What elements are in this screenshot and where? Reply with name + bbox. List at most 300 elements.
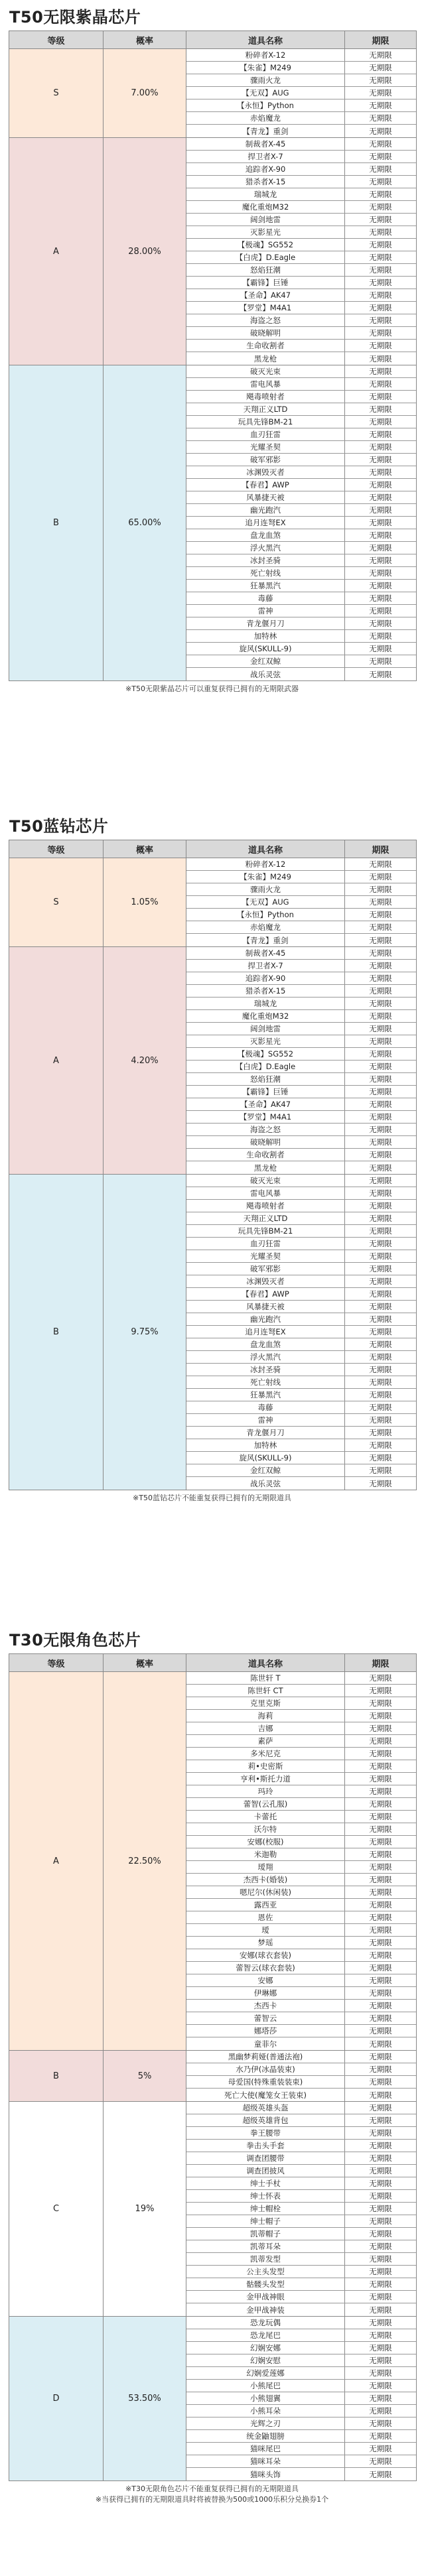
item-name: 【春君】AWP	[186, 1288, 345, 1300]
item-period: 无期限	[345, 416, 416, 428]
tier-level: B	[9, 365, 104, 680]
item-period: 无期限	[345, 909, 416, 921]
item-name: 恐龙尾巴	[186, 2329, 345, 2341]
item-period: 无期限	[345, 378, 416, 390]
item-period: 无期限	[345, 1987, 416, 1999]
item-name: 黑幽梦莉娅(普通法袍)	[186, 2051, 345, 2063]
item-name: 追月连弩EX	[186, 517, 345, 529]
item-name: 生命收割者	[186, 1149, 345, 1161]
item-name: 旋风(SKULL-9)	[186, 1452, 345, 1464]
item-period: 无期限	[345, 1364, 416, 1376]
item-period: 无期限	[345, 934, 416, 946]
table-row	[186, 99, 416, 112]
table-row	[186, 1874, 416, 1886]
item-name: 嗯尼尔(休闲装)	[186, 1886, 345, 1898]
item-name: 海盗之怒	[186, 1124, 345, 1135]
table-row	[186, 87, 416, 99]
table-row	[186, 1748, 416, 1760]
table-row	[186, 1175, 416, 1187]
item-name: 瑷	[186, 1924, 345, 1936]
item-period: 无期限	[345, 239, 416, 251]
item-period: 无期限	[345, 1672, 416, 1684]
item-period: 无期限	[345, 428, 416, 440]
item-name: 死亡射线	[186, 567, 345, 579]
table-row	[186, 176, 416, 188]
tier-items	[186, 1175, 416, 1490]
item-name: 陈世轩 T	[186, 1672, 345, 1684]
table-row	[186, 378, 416, 391]
table-row	[186, 2354, 416, 2367]
table-row	[186, 542, 416, 554]
table-row	[186, 1364, 416, 1376]
rate-table	[9, 840, 417, 1490]
item-name: 战乐灵弦	[186, 668, 345, 680]
tier-items	[186, 2102, 416, 2316]
table-row	[186, 1111, 416, 1124]
item-name: 冰渊毁灭者	[186, 1275, 345, 1287]
item-name: 飓毒喷射者	[186, 1200, 345, 1212]
item-period: 无期限	[345, 340, 416, 352]
item-name: 杰西卡	[186, 2000, 345, 2012]
header-rate: 概率	[104, 840, 186, 858]
tier-group-s	[9, 858, 416, 947]
item-period: 无期限	[345, 391, 416, 403]
item-name: 怒焰狂潮	[186, 264, 345, 276]
tier-items	[186, 1672, 416, 2050]
table-row	[186, 858, 416, 871]
item-period: 无期限	[345, 1836, 416, 1848]
table-row	[186, 251, 416, 264]
table-row	[186, 1023, 416, 1035]
item-period: 无期限	[345, 1937, 416, 1949]
table-row	[186, 592, 416, 605]
item-name: 幻娴安慰	[186, 2354, 345, 2366]
item-name: 克里克斯	[186, 1697, 345, 1709]
table-row	[186, 896, 416, 909]
tier-rate: 9.75%	[104, 1175, 186, 1490]
item-name: 吉娜	[186, 1722, 345, 1734]
table-row	[186, 1414, 416, 1427]
table-row	[186, 1427, 416, 1439]
item-period: 无期限	[345, 201, 416, 213]
item-name: 死亡大使(魔笼女王装束)	[186, 2089, 345, 2101]
table-row	[186, 1949, 416, 1962]
item-name: 【春君】AWP	[186, 479, 345, 491]
table-row	[186, 1672, 416, 1685]
section-title: T50无限紫晶芯片	[9, 8, 141, 27]
item-period: 无期限	[345, 630, 416, 642]
item-period: 无期限	[345, 1111, 416, 1123]
item-name: 凯蒂发型	[186, 2253, 345, 2265]
table-row	[186, 2380, 416, 2392]
item-period: 无期限	[345, 74, 416, 86]
header-rate: 概率	[104, 31, 186, 48]
table-row	[186, 2455, 416, 2468]
item-period: 无期限	[345, 1061, 416, 1072]
table-row	[186, 909, 416, 921]
table-row	[186, 934, 416, 946]
item-period: 无期限	[345, 998, 416, 1009]
table-row	[186, 2266, 416, 2278]
item-name: 加特林	[186, 1439, 345, 1451]
item-period: 无期限	[345, 138, 416, 150]
item-period: 无期限	[345, 2455, 416, 2467]
item-period: 无期限	[345, 163, 416, 175]
table-row	[186, 2140, 416, 2152]
item-name: 凯蒂帽子	[186, 2228, 345, 2240]
table-row	[186, 1685, 416, 1697]
item-period: 无期限	[345, 1710, 416, 1722]
table-row	[186, 998, 416, 1010]
table-header	[9, 840, 416, 858]
item-name: 【极魂】SG552	[186, 239, 345, 251]
item-name: 幽光跑汽	[186, 1313, 345, 1325]
item-period: 无期限	[345, 871, 416, 883]
table-row	[186, 1161, 416, 1174]
item-name: 【无双】AUG	[186, 896, 345, 908]
item-period: 无期限	[345, 2278, 416, 2290]
item-period: 无期限	[345, 1073, 416, 1085]
item-period: 无期限	[345, 112, 416, 124]
item-name: 生命收割者	[186, 340, 345, 352]
table-row	[186, 504, 416, 517]
item-name: 瑞城龙	[186, 998, 345, 1009]
item-period: 无期限	[345, 1124, 416, 1135]
tier-rate: 19%	[104, 2102, 186, 2316]
item-period: 无期限	[345, 251, 416, 263]
item-name: 【霸锋】巨锤	[186, 1086, 345, 1098]
item-period: 无期限	[345, 1288, 416, 1300]
item-name: 阔剑地雷	[186, 1023, 345, 1035]
item-name: 光耀圣契	[186, 441, 345, 453]
item-period: 无期限	[345, 49, 416, 61]
tier-level: S	[9, 858, 104, 946]
item-name: 雷电风暴	[186, 378, 345, 390]
table-row	[186, 2303, 416, 2316]
item-name: 青龙偃月刀	[186, 1427, 345, 1439]
table-row	[186, 2342, 416, 2354]
table-row	[186, 327, 416, 340]
item-period: 无期限	[345, 2012, 416, 2024]
item-name: 雷神	[186, 605, 345, 617]
table-row	[186, 49, 416, 62]
table-row	[186, 1225, 416, 1238]
table-row	[186, 2329, 416, 2342]
item-name: 玩具先锋BM-21	[186, 1225, 345, 1237]
item-period: 无期限	[345, 1175, 416, 1187]
table-row	[186, 2025, 416, 2037]
tier-group-a	[9, 1672, 416, 2051]
item-name: 风暴捷天被	[186, 491, 345, 503]
table-row	[186, 1136, 416, 1149]
item-period: 无期限	[345, 1200, 416, 1212]
item-name: 娜塔莎	[186, 2025, 345, 2037]
item-period: 无期限	[345, 2140, 416, 2152]
item-name: 毒藤	[186, 1401, 345, 1413]
item-name: 金红双鲸	[186, 1464, 345, 1476]
item-name: 骷髅头发型	[186, 2278, 345, 2290]
item-name: 莉•史密斯	[186, 1760, 345, 1772]
table-row	[186, 1250, 416, 1263]
item-name: 加特林	[186, 630, 345, 642]
item-period: 无期限	[345, 226, 416, 238]
item-name: 怒焰狂潮	[186, 1073, 345, 1085]
item-period: 无期限	[345, 1823, 416, 1835]
table-row	[186, 630, 416, 643]
table-row	[186, 871, 416, 883]
table-row	[186, 491, 416, 504]
item-period: 无期限	[345, 1785, 416, 1797]
item-period: 无期限	[345, 2417, 416, 2429]
item-name: 梦瑶	[186, 1937, 345, 1949]
item-period: 无期限	[345, 314, 416, 326]
tier-level: D	[9, 2317, 104, 2480]
table-row	[186, 1035, 416, 1048]
item-period: 无期限	[345, 1389, 416, 1401]
item-period: 无期限	[345, 1010, 416, 1022]
table-row	[186, 1899, 416, 1911]
table-row	[186, 2114, 416, 2127]
table-row	[186, 125, 416, 137]
item-name: 蕾智(云孔服)	[186, 1798, 345, 1810]
rate-table	[9, 1653, 417, 2481]
item-period: 无期限	[345, 2380, 416, 2392]
table-header	[9, 31, 416, 49]
item-period: 无期限	[345, 2253, 416, 2265]
table-row	[186, 1187, 416, 1200]
item-name: 破晓解明	[186, 327, 345, 339]
table-row	[186, 1464, 416, 1477]
item-period: 无期限	[345, 580, 416, 592]
item-period: 无期限	[345, 1376, 416, 1388]
item-period: 无期限	[345, 2190, 416, 2202]
item-period: 无期限	[345, 1351, 416, 1363]
item-name: 灭影星光	[186, 1035, 345, 1047]
item-period: 无期限	[345, 643, 416, 655]
table-row	[186, 2317, 416, 2329]
item-name: 安娜	[186, 1974, 345, 1986]
table-row	[186, 1848, 416, 1861]
table-row	[186, 391, 416, 403]
table-row	[186, 1389, 416, 1401]
item-period: 无期限	[345, 1974, 416, 1986]
item-name: 伊琳娜	[186, 1987, 345, 1999]
table-row	[186, 74, 416, 87]
item-period: 无期限	[345, 1035, 416, 1047]
table-row	[186, 352, 416, 365]
item-name: 金红双鲸	[186, 655, 345, 667]
table-row	[186, 1773, 416, 1785]
item-name: 盘龙血煞	[186, 1338, 345, 1350]
item-name: 金甲战神眼	[186, 2291, 345, 2303]
item-period: 无期限	[345, 1748, 416, 1760]
table-row	[186, 668, 416, 680]
table-row	[186, 2089, 416, 2101]
item-name: 魔化重炮M32	[186, 1010, 345, 1022]
table-row	[186, 163, 416, 176]
item-name: 魔化重炮M32	[186, 201, 345, 213]
item-period: 无期限	[345, 2165, 416, 2177]
table-row	[186, 1697, 416, 1710]
item-name: 破晓解明	[186, 1136, 345, 1148]
table-row	[186, 138, 416, 151]
item-period: 无期限	[345, 2354, 416, 2366]
item-name: 玛玲	[186, 1785, 345, 1797]
item-name: 绅士手杖	[186, 2177, 345, 2189]
item-period: 无期限	[345, 2114, 416, 2126]
item-name: 绅士怀表	[186, 2190, 345, 2202]
item-name: 破军邪影	[186, 454, 345, 466]
item-name: 幻娴爱莲娜	[186, 2367, 345, 2379]
item-period: 无期限	[345, 1225, 416, 1237]
table-row	[186, 517, 416, 529]
item-period: 无期限	[345, 491, 416, 503]
item-period: 无期限	[345, 972, 416, 984]
item-name: 超级英雄头盔	[186, 2102, 345, 2114]
item-period: 无期限	[345, 1924, 416, 1936]
item-name: 血刃狂雷	[186, 428, 345, 440]
table-row	[186, 314, 416, 327]
item-period: 无期限	[345, 1275, 416, 1287]
table-row	[186, 1439, 416, 1452]
item-period: 无期限	[345, 214, 416, 225]
item-period: 无期限	[345, 2266, 416, 2278]
tier-items	[186, 49, 416, 137]
item-name: 追踪者X-90	[186, 163, 345, 175]
item-period: 无期限	[345, 605, 416, 617]
item-name: 雷电风暴	[186, 1187, 345, 1199]
table-row	[186, 1785, 416, 1798]
header-level: 等级	[9, 840, 104, 858]
table-row	[186, 883, 416, 896]
item-period: 无期限	[345, 2291, 416, 2303]
table-row	[186, 2240, 416, 2253]
item-period: 无期限	[345, 504, 416, 516]
header-period: 期限	[372, 36, 389, 46]
item-name: 【青龙】重剑	[186, 125, 345, 137]
item-name: 雷神	[186, 1414, 345, 1426]
item-name: 猎杀者X-15	[186, 176, 345, 188]
item-name: 黑龙枪	[186, 352, 345, 365]
table-row	[186, 1124, 416, 1136]
item-name: 海盗之怒	[186, 314, 345, 326]
section-title: T30无限角色芯片	[9, 1631, 141, 1649]
item-name: 粉碎者X-12	[186, 858, 345, 870]
item-period: 无期限	[345, 1263, 416, 1275]
table-row	[186, 1401, 416, 1414]
item-period: 无期限	[345, 1414, 416, 1426]
item-period: 无期限	[345, 1250, 416, 1262]
item-name: 狂暴黑汽	[186, 1389, 345, 1401]
item-name: 天翔正义LTD	[186, 403, 345, 415]
table-row	[186, 2430, 416, 2443]
tier-group-s	[9, 49, 416, 138]
table-row	[186, 2152, 416, 2165]
item-period: 无期限	[345, 2177, 416, 2189]
item-name: 骤雨火龙	[186, 74, 345, 86]
item-period: 无期限	[345, 1722, 416, 1734]
item-period: 无期限	[345, 1477, 416, 1490]
item-name: 安娜(校服)	[186, 1836, 345, 1848]
table-row	[186, 454, 416, 466]
header-name: 道具名称	[186, 840, 345, 858]
item-name: 【朱雀】M249	[186, 62, 345, 74]
table-row	[186, 1823, 416, 1836]
table-row	[186, 1924, 416, 1937]
item-name: 【极魂】SG552	[186, 1048, 345, 1060]
table-row	[186, 62, 416, 74]
item-name: 毒藤	[186, 592, 345, 604]
table-row	[186, 1086, 416, 1098]
header-period: 期限	[372, 845, 389, 856]
table-row	[186, 643, 416, 655]
item-period: 无期限	[345, 1023, 416, 1035]
table-row	[186, 188, 416, 201]
item-period: 无期限	[345, 1760, 416, 1772]
item-name: 卡蕾托	[186, 1811, 345, 1823]
table-row	[186, 921, 416, 934]
item-name: 超级英雄背包	[186, 2114, 345, 2126]
item-period: 无期限	[345, 2127, 416, 2139]
table-row	[186, 1974, 416, 1987]
item-name: 素萨	[186, 1735, 345, 1747]
item-name: 飓毒喷射者	[186, 391, 345, 403]
item-name: 童菲尔	[186, 2037, 345, 2050]
item-period: 无期限	[345, 1735, 416, 1747]
item-name: 青龙偃月刀	[186, 617, 345, 629]
table-row	[186, 1861, 416, 1874]
item-name: 【无双】AUG	[186, 87, 345, 99]
item-period: 无期限	[345, 1212, 416, 1224]
table-row	[186, 1048, 416, 1061]
item-period: 无期限	[345, 277, 416, 289]
item-name: 亨利•斯托力道	[186, 1773, 345, 1785]
item-period: 无期限	[345, 2303, 416, 2316]
table-row	[186, 2291, 416, 2303]
item-name: 杰西卡(婚装)	[186, 1874, 345, 1886]
item-period: 无期限	[345, 1874, 416, 1886]
item-period: 无期限	[345, 2317, 416, 2329]
header-level: 等级	[9, 1654, 104, 1671]
table-row	[186, 466, 416, 479]
item-period: 无期限	[345, 1439, 416, 1451]
table-row	[186, 2037, 416, 2050]
item-name: 捍卫者X-7	[186, 151, 345, 162]
item-period: 无期限	[345, 617, 416, 629]
table-row	[186, 1911, 416, 1924]
item-name: 破军邪影	[186, 1263, 345, 1275]
item-name: 幽光跑汽	[186, 504, 345, 516]
tier-group-b	[9, 365, 416, 680]
item-period: 无期限	[345, 2000, 416, 2012]
table-row	[186, 1073, 416, 1086]
table-row	[186, 2177, 416, 2190]
item-period: 无期限	[345, 2025, 416, 2037]
header-name: 道具名称	[186, 1654, 345, 1671]
table-row	[186, 2165, 416, 2177]
item-period: 无期限	[345, 1773, 416, 1785]
table-row	[186, 554, 416, 567]
table-row	[186, 2405, 416, 2417]
table-row	[186, 605, 416, 617]
item-period: 无期限	[345, 1899, 416, 1911]
item-name: 【青龙】重剑	[186, 934, 345, 946]
item-period: 无期限	[345, 1136, 416, 1148]
tier-group-d	[9, 2317, 416, 2480]
item-name: 天翔正义LTD	[186, 1212, 345, 1224]
table-row	[186, 441, 416, 454]
item-name: 制裁者X-45	[186, 138, 345, 150]
